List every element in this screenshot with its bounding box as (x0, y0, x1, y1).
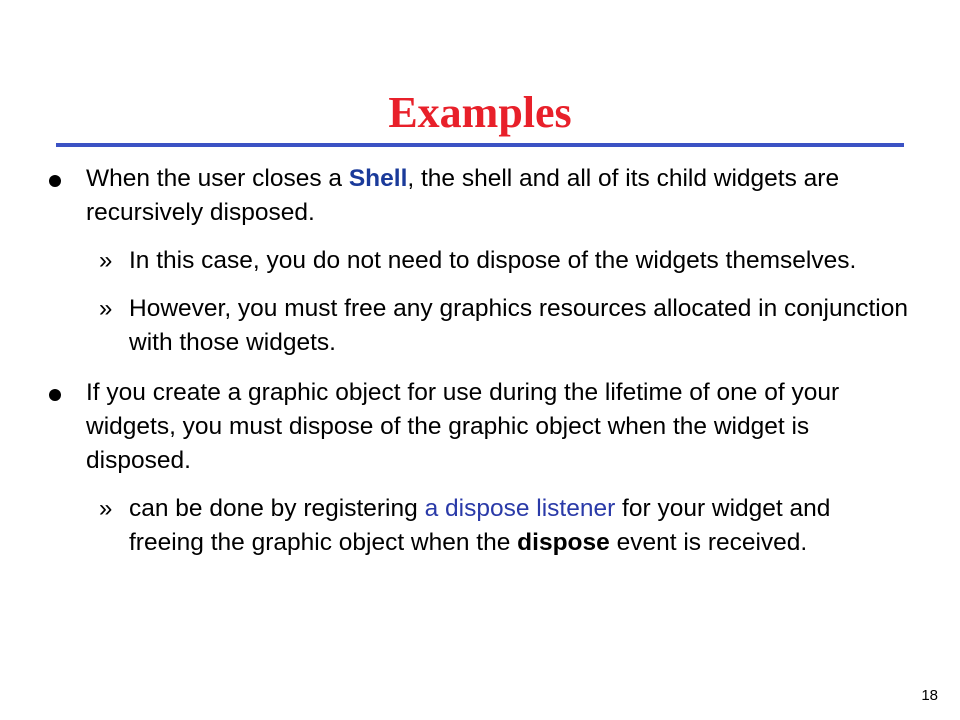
sub-bullet-2-1-text-post: event is received. (609, 529, 808, 556)
sub-bullet-2-1 (0, 492, 960, 560)
sub-bullet-1-2 (0, 292, 960, 360)
bullet-1-text-pre: When the user closes a (86, 165, 349, 192)
dispose-keyword: dispose (517, 529, 610, 556)
dispose-listener-link: a dispose listener (424, 495, 616, 522)
bullet-1 (0, 162, 960, 230)
sub-bullet-2-1-text-mid: for your widget and freeing the graphic object when the (129, 495, 831, 556)
slide-title: Examples (388, 88, 572, 137)
bullet-2-text: If you create a graphic object for use during the lifetime of one of your widgets, you must dispose of the graphic object when the widget is disposed. (86, 379, 840, 474)
shell-keyword: Shell (348, 165, 408, 192)
bullet-2 (0, 376, 960, 478)
sub-bullet-1-1 (0, 244, 960, 278)
sub-bullet-2-1-text-pre: can be done by registering (129, 495, 425, 522)
slide-content (0, 162, 960, 560)
page-number: 18 (921, 687, 938, 704)
chevron-right-icon: » (99, 295, 113, 322)
chevron-right-icon: » (99, 495, 113, 522)
bullet-dot-icon (49, 389, 61, 401)
chevron-right-icon: » (99, 247, 113, 274)
sub-bullet-1-1-text: In this case, you do not need to dispose of the widgets themselves. (129, 247, 857, 274)
title-underline (56, 143, 904, 147)
sub-bullet-1-2-text: However, you must free any graphics resources allocated in conjunction with those widgets. (129, 295, 908, 356)
bullet-dot-icon (49, 175, 61, 187)
bullet-1-text-post: , the shell and all of its child widgets are recursively disposed. (86, 165, 840, 226)
